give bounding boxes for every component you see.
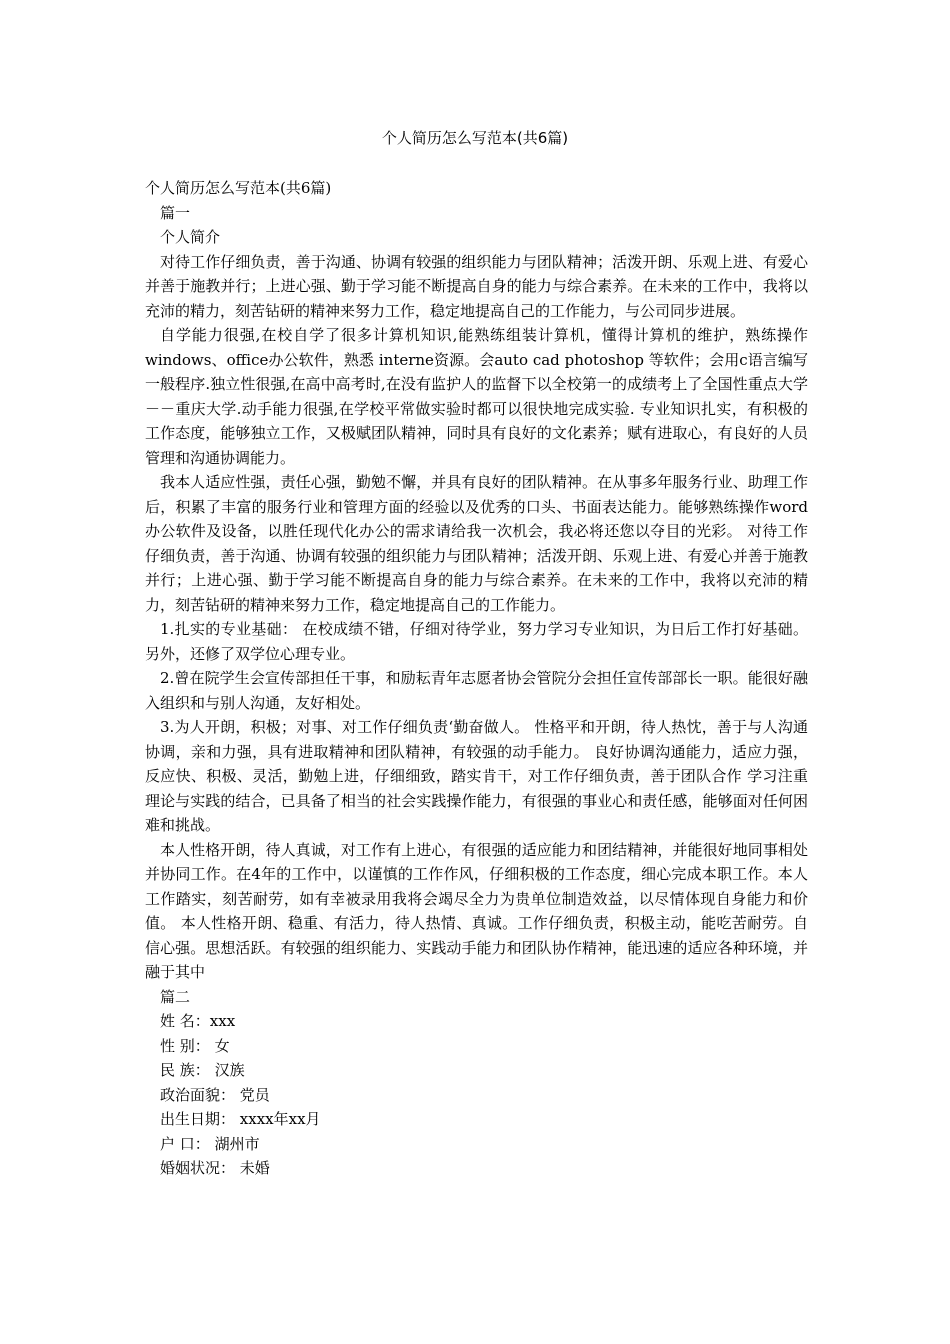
field-row — [145, 1009, 808, 1034]
field-value: 湖州市 — [214, 1134, 260, 1153]
field-row — [145, 1107, 808, 1132]
field-row — [145, 1156, 808, 1181]
field-value: 党员 — [239, 1085, 270, 1104]
document-body — [145, 176, 808, 1181]
list-item: 3.为人开朗，积极；对事、对工作仔细负责‘勤奋做人。 性格平和开朗，待人热忱，善于与人沟通协调，亲和力强，具有进取精神和团队精神，有较强的动手能力。 良好协调沟通能力，适应力强，反应快、积极、灵活，勤勉上进，仔细细致，踏实肯干，对工作仔细负责，善于团队合作 学习注重理论与实践的结合，已具备了相当的社会实践操作能力，有很强的事业心和责任感，能够面对任何困难和挑战。 — [145, 718, 808, 834]
field-value: 汉族 — [214, 1061, 245, 1079]
field-label: 姓 名： — [160, 1012, 210, 1030]
field-value: 未婚 — [239, 1159, 270, 1177]
field-value: xxx — [209, 1012, 236, 1030]
paragraph: 我本人适应性强，责任心强，勤勉不懈，并具有良好的团队精神。在从事多年服务行业、助理工作后，积累了丰富的服务行业和管理方面的经验以及优秀的口头、书面表达能力。能够熟练操作word办公软件及设备，以胜任现代化办公的需求请给我一次机会，我必将还您以夺目的光彩。 对待工作仔细负责，善于沟通、协调有较强的组织能力与团队精神；活泼开朗、乐观上进、有爱心并善于施教并行；上进心强、勤于学习能不断提高自身的能力与综合素养。在未来的工作中，我将以充沛的精力，刻苦钻研的精神来努力工作，稳定地提高自己的工作能力。 — [145, 473, 808, 614]
field-value: 女 — [214, 1036, 230, 1055]
field-label: 民 族： — [160, 1061, 210, 1079]
paragraph: 自学能力很强,在校自学了很多计算机知识,能熟练组装计算机，懂得计算机的维护，熟练操作windows、office办公软件，熟悉 interne资源。会auto cad photoshop 等软件；会用c语言编写一般程序.独立性很强,在高中高考时,在没有监护人的监督下以全校第一的成绩考上了全国性重点大学－－重庆大学.动手能力很强,在学校平常做实验时都可以很快地完成实验. 专业知识扎实，有积极的工作态度，能够独立工作，又极赋团队精神，同时具有良好的文化素养；赋有进取心，有良好的人员管理和沟通协调能力。 — [145, 326, 808, 467]
section-label: 篇二 — [160, 987, 191, 1006]
list-item: 1.扎实的专业基础： 在校成绩不错，仔细对待学业，努力学习专业知识，为日后工作打好基础。另外，还修了双学位心理专业。 — [145, 620, 808, 663]
field-row — [145, 1058, 808, 1083]
field-label: 政治面貌： — [160, 1085, 236, 1104]
section-label: 篇一 — [160, 203, 191, 222]
field-value: xxxx年xx月 — [239, 1110, 321, 1128]
field-label: 婚姻状况： — [160, 1159, 236, 1177]
document-heading: 个人简历怎么写范本(共6篇) — [145, 179, 332, 197]
field-label: 出生日期： — [160, 1110, 236, 1128]
document-title: 个人简历怎么写范本(共6篇) — [381, 129, 569, 147]
field-row — [145, 1083, 808, 1108]
field-row — [145, 1034, 808, 1059]
list-item: 2.曾在院学生会宣传部担任干事，和励耘青年志愿者协会管院分会担任宣传部部长一职。能很好融入组织和与别人沟通，友好相处。 — [145, 669, 808, 712]
field-label: 性 别： — [160, 1036, 210, 1055]
paragraph: 对待工作仔细负责，善于沟通、协调有较强的组织能力与团队精神；活泼开朗、乐观上进、有爱心并善于施教并行；上进心强、勤于学习能不断提高自身的能力与综合素养。在未来的工作中，我将以充沛的精力，刻苦钻研的精神来努力工作，稳定地提高自己的工作能力，与公司同步进展。 — [145, 252, 808, 320]
subheading: 个人简介 — [160, 228, 221, 246]
field-label: 户 口： — [160, 1134, 210, 1153]
field-row — [145, 1132, 808, 1157]
paragraph: 本人性格开朗，待人真诚，对工作有上进心，有很强的适应能力和团结精神，并能很好地同事相处并协同工作。在4年的工作中，以谨慎的工作作风，仔细积极的工作态度，细心完成本职工作。本人工作踏实，刻苦耐劳，如有幸被录用我将会竭尽全力为贵单位制造效益，以尽情体现自身能力和价值。 本人性格开朗、稳重、有活力，待人热情、真诚。工作仔细负责，积极主动，能吃苦耐劳。自信心强。思想活跃。有较强的组织能力、实践动手能力和团队协作精神，能迅速的适应各种环境，并融于其中 — [145, 840, 808, 981]
